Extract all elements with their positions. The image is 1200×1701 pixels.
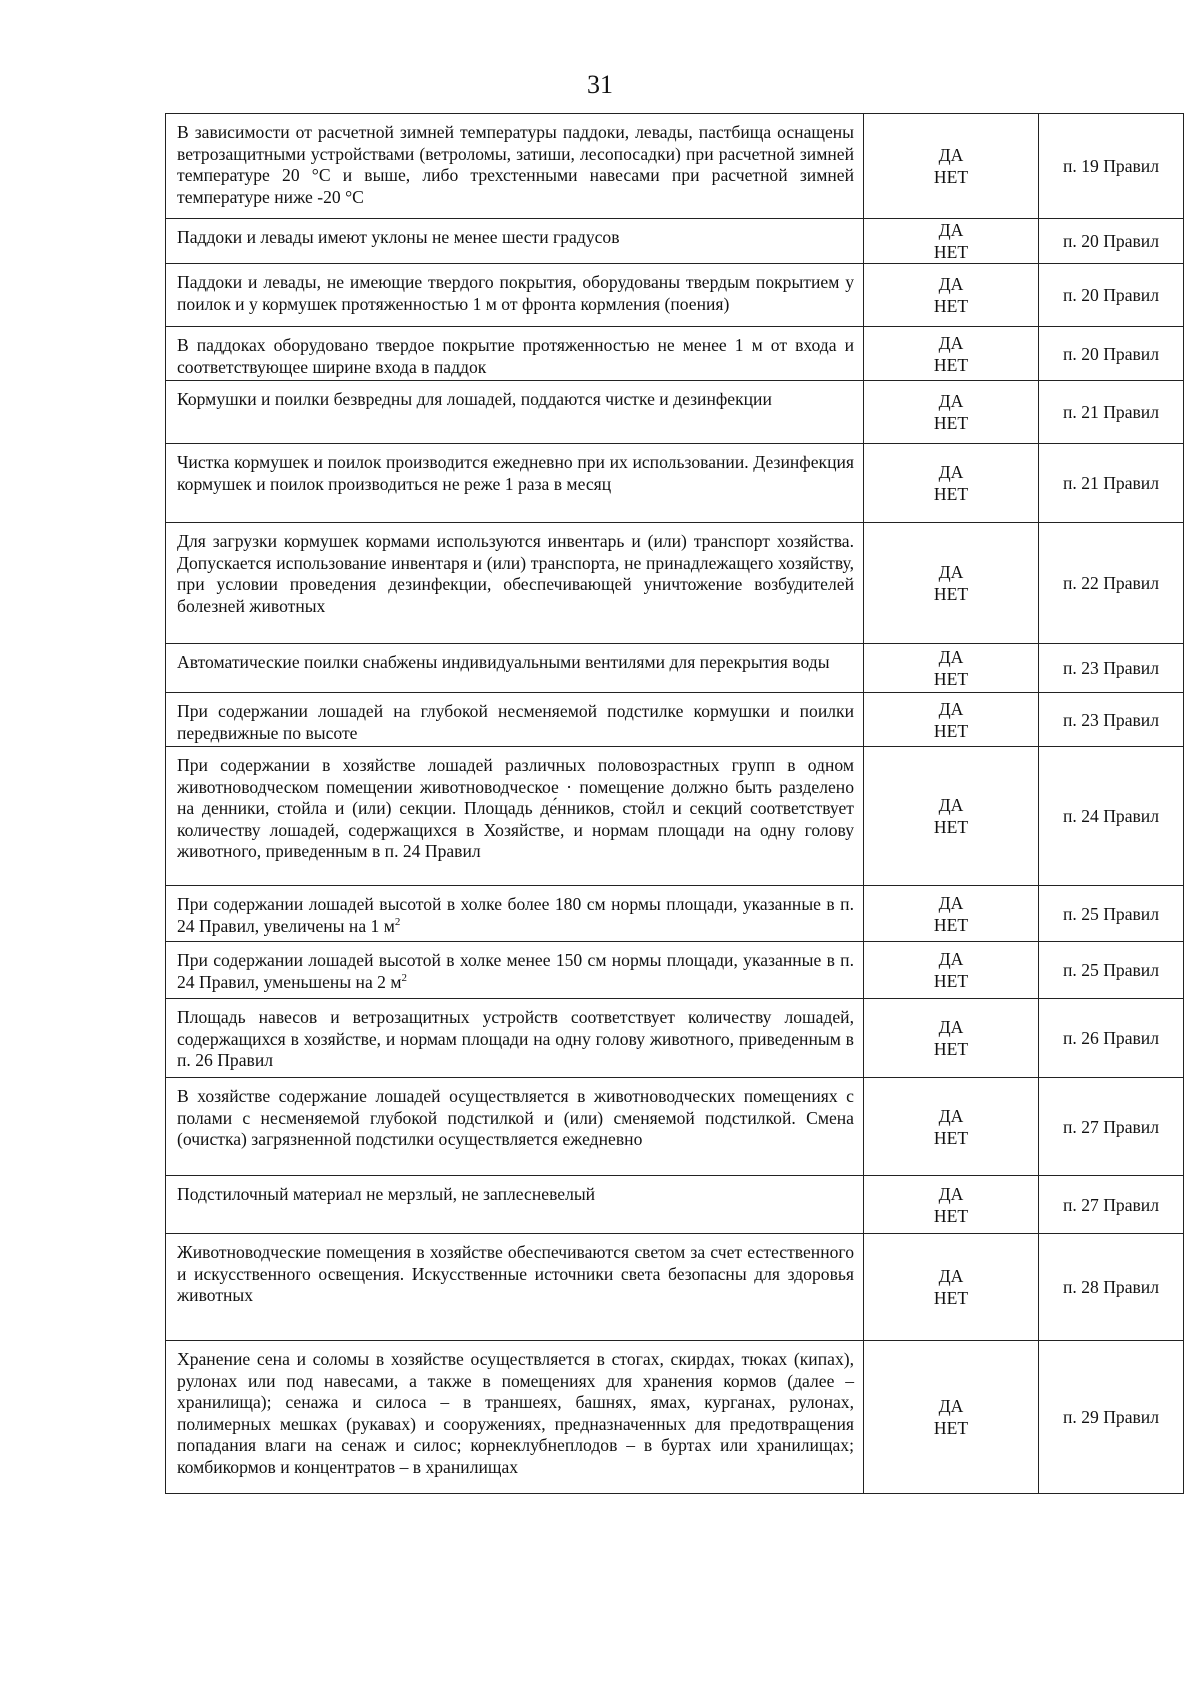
rule-reference: п. 23 Правил — [1039, 644, 1184, 693]
page-number: 31 — [587, 70, 613, 99]
table-row — [166, 693, 1184, 747]
answer-yes: ДА — [938, 1105, 964, 1126]
checklist-table — [165, 113, 1184, 1494]
requirement-cell — [166, 444, 864, 523]
requirement-cell — [166, 747, 864, 886]
rule-reference: п. 20 Правил — [1039, 327, 1184, 381]
table-row — [166, 886, 1184, 942]
answer-yes: ДА — [938, 274, 964, 294]
requirement-cell — [166, 219, 864, 264]
requirement-cell — [166, 264, 864, 327]
answer-cell — [864, 219, 1039, 264]
requirement-cell — [166, 1078, 864, 1176]
answer-cell — [864, 693, 1039, 747]
requirement-text: Чистка кормушек и поилок производится ежедневно при их использовании. Дезинфекция кормушек и поилок производиться не реже 1 раза в месяц — [177, 452, 854, 494]
answer-no: НЕТ — [933, 1205, 969, 1226]
requirement-text: При содержании лошадей на глубокой несменяемой подстилке кормушки и поилки передвижные по высоте — [177, 701, 854, 743]
unit-superscript: 2 — [394, 915, 401, 928]
answer-cell — [864, 942, 1039, 999]
answer-no: НЕТ — [933, 354, 969, 375]
rule-reference: п. 27 Правил — [1039, 1176, 1184, 1234]
answer-cell — [864, 381, 1039, 444]
rule-reference: п. 20 Правил — [1039, 264, 1184, 327]
rule-reference: п. 25 Правил — [1039, 886, 1184, 942]
table-row — [166, 1341, 1184, 1494]
answer-yes: ДА — [938, 391, 964, 411]
requirement-cell — [166, 886, 864, 942]
rule-reference: п. 27 Правил — [1039, 1078, 1184, 1176]
rule-reference: п. 19 Правил — [1039, 114, 1184, 219]
answer-no: НЕТ — [933, 584, 969, 604]
requirement-text: Хранение сена и соломы в хозяйстве осуществляется в стогах, скирдах, тюках (кипах), рулонах или под навесами, а также в помещениях для хранения кормов (далее – хранилища); сенажа и силоса – в траншеях, башнях, ямах, курганах, рулонах, полимерных мешках (рукавах) и сооружениях, предназначенных для предотвращения попадания влаги на сенаж и силос; корнеклубнеплодов – в буртах или хранилищах; комбикормов и концентратов – в хранилищах — [177, 1349, 854, 1477]
requirement-cell — [166, 693, 864, 747]
requirement-text: Кормушки и поилки безвредны для лошадей, поддаются чистке и дезинфекции — [177, 389, 772, 409]
answer-no: НЕТ — [933, 720, 969, 741]
rule-reference: п. 24 Правил — [1039, 747, 1184, 886]
answer-yes: ДА — [938, 1183, 964, 1204]
table-row — [166, 327, 1184, 381]
requirement-text: В хозяйстве содержание лошадей осуществляется в животноводческих помещениях с полами с несменяемой глубокой подстилкой и (или) сменяемой подстилкой. Смена (очистка) загрязненной подстилки осуществляется ежедневно — [177, 1086, 854, 1149]
requirement-cell — [166, 1234, 864, 1341]
rule-reference: п. 21 Правил — [1039, 444, 1184, 523]
table-row — [166, 381, 1184, 444]
requirement-cell — [166, 523, 864, 644]
answer-no: НЕТ — [933, 1418, 969, 1438]
answer-cell — [864, 1234, 1039, 1341]
rule-reference: п. 28 Правил — [1039, 1234, 1184, 1341]
answer-yes: ДА — [938, 1017, 964, 1037]
answer-yes: ДА — [938, 1266, 964, 1286]
answer-no: НЕТ — [933, 669, 969, 689]
requirement-text: При содержании лошадей высотой в холке более 180 см нормы площади, указанные в п. 24 Правил, увеличены на 1 м — [177, 894, 854, 936]
table-row — [166, 747, 1184, 886]
requirement-text: Животноводческие помещения в хозяйстве обеспечиваются светом за счет естественного и искусственного освещения. Искусственные источники света безопасны для здоровья животных — [177, 1242, 854, 1305]
answer-yes: ДА — [938, 220, 964, 240]
table-row — [166, 999, 1184, 1078]
rule-reference: п. 20 Правил — [1039, 219, 1184, 264]
requirement-cell — [166, 327, 864, 381]
rule-reference: п. 26 Правил — [1039, 999, 1184, 1078]
table-row — [166, 644, 1184, 693]
requirement-cell — [166, 1176, 864, 1234]
answer-cell — [864, 747, 1039, 886]
answer-cell — [864, 999, 1039, 1078]
answer-yes: ДА — [938, 332, 964, 353]
answer-cell — [864, 886, 1039, 942]
table-row — [166, 1078, 1184, 1176]
unit-superscript: 2 — [401, 971, 407, 984]
rule-reference: п. 22 Правил — [1039, 523, 1184, 644]
answer-yes: ДА — [938, 698, 964, 719]
answer-yes: ДА — [938, 562, 964, 582]
answer-cell — [864, 1176, 1039, 1234]
answer-cell — [864, 114, 1039, 219]
answer-yes: ДА — [938, 462, 964, 482]
rule-reference: п. 21 Правил — [1039, 381, 1184, 444]
answer-yes: ДА — [938, 647, 964, 667]
table-row — [166, 114, 1184, 219]
answer-yes: ДА — [938, 892, 964, 913]
requirement-cell — [166, 999, 864, 1078]
requirement-text: В зависимости от расчетной зимней температуры паддоки, левады, пастбища оснащены ветрозащитными устройствами (ветроломы, затиши, лесопосадки) при расчетной зимней температуре 20 °С и выше, либо трехстенными навесами при расчетной зимней температуре ниже -20 °С — [177, 122, 854, 207]
requirement-cell — [166, 381, 864, 444]
answer-no: НЕТ — [933, 413, 969, 433]
answer-yes: ДА — [938, 795, 964, 815]
table-row — [166, 523, 1184, 644]
table-row — [166, 942, 1184, 999]
requirement-text: Для загрузки кормушек кормами используются инвентарь и (или) транспорт хозяйства. Допускается использование инвентаря и (или) транспорта, не принадлежащего хозяйству, при условии проведения дезинфекции, обеспечивающей уничтожение возбудителей болезней животных — [177, 531, 854, 616]
requirement-text: Подстилочный материал не мерзлый, не заплесневелый — [177, 1184, 596, 1204]
rule-reference: п. 29 Правил — [1039, 1341, 1184, 1494]
table-row — [166, 1176, 1184, 1234]
rule-reference: п. 23 Правил — [1039, 693, 1184, 747]
requirement-text: В паддоках оборудовано твердое покрытие протяженностью не менее 1 м от входа и соответствующее ширине входа в паддок — [177, 335, 854, 377]
table-row — [166, 444, 1184, 523]
requirement-text: Площадь навесов и ветрозащитных устройств соответствует количеству лошадей, содержащихся в хозяйстве, и нормам площади на одну голову животного, приведенным в п. 26 Правил — [177, 1007, 854, 1070]
requirement-text: При содержании в хозяйстве лошадей различных половозрастных групп в одном животноводческом помещении животноводческое · помещение должно быть разделено на денники, стойла и (или) секции. Площадь де́нников, стойл и секций соответствует количеству лошадей, содержащихся в Хозяйстве, и нормам площади на одну голову животного, приведенным в п. 24 Правил — [177, 755, 854, 861]
answer-cell — [864, 327, 1039, 381]
table-row — [166, 264, 1184, 327]
requirement-cell — [166, 114, 864, 219]
answer-no: НЕТ — [933, 242, 969, 262]
answer-no: НЕТ — [933, 914, 969, 935]
requirement-cell — [166, 644, 864, 693]
rule-reference: п. 25 Правил — [1039, 942, 1184, 999]
answer-cell — [864, 1078, 1039, 1176]
answer-no: НЕТ — [933, 1127, 969, 1148]
requirement-text: При содержании лошадей высотой в холке менее 150 см нормы площади, указанные в п. 24 Правил, уменьшены на 2 м — [177, 950, 854, 992]
requirement-text: Паддоки и левады имеют уклоны не менее шести градусов — [177, 227, 620, 247]
answer-yes: ДА — [938, 1396, 964, 1416]
answer-no: НЕТ — [933, 1288, 969, 1308]
answer-yes: ДА — [938, 145, 964, 165]
answer-no: НЕТ — [933, 817, 969, 837]
requirement-cell — [166, 942, 864, 999]
answer-no: НЕТ — [933, 1039, 969, 1059]
table-row — [166, 1234, 1184, 1341]
answer-no: НЕТ — [933, 296, 969, 316]
answer-cell — [864, 1341, 1039, 1494]
requirement-cell — [166, 1341, 864, 1494]
requirement-text: Автоматические поилки снабжены индивидуальными вентилями для перекрытия воды — [177, 652, 830, 672]
answer-no: НЕТ — [933, 971, 969, 991]
answer-cell — [864, 644, 1039, 693]
table-row — [166, 219, 1184, 264]
answer-no: НЕТ — [933, 484, 969, 504]
checklist-rows — [166, 114, 1184, 1494]
answer-cell — [864, 264, 1039, 327]
requirement-text: Паддоки и левады, не имеющие твердого покрытия, оборудованы твердым покрытием у поилок и у кормушек протяженностью 1 м от фронта кормления (поения) — [177, 272, 854, 314]
answer-no: НЕТ — [933, 167, 969, 187]
answer-yes: ДА — [938, 949, 964, 969]
answer-cell — [864, 523, 1039, 644]
answer-cell — [864, 444, 1039, 523]
